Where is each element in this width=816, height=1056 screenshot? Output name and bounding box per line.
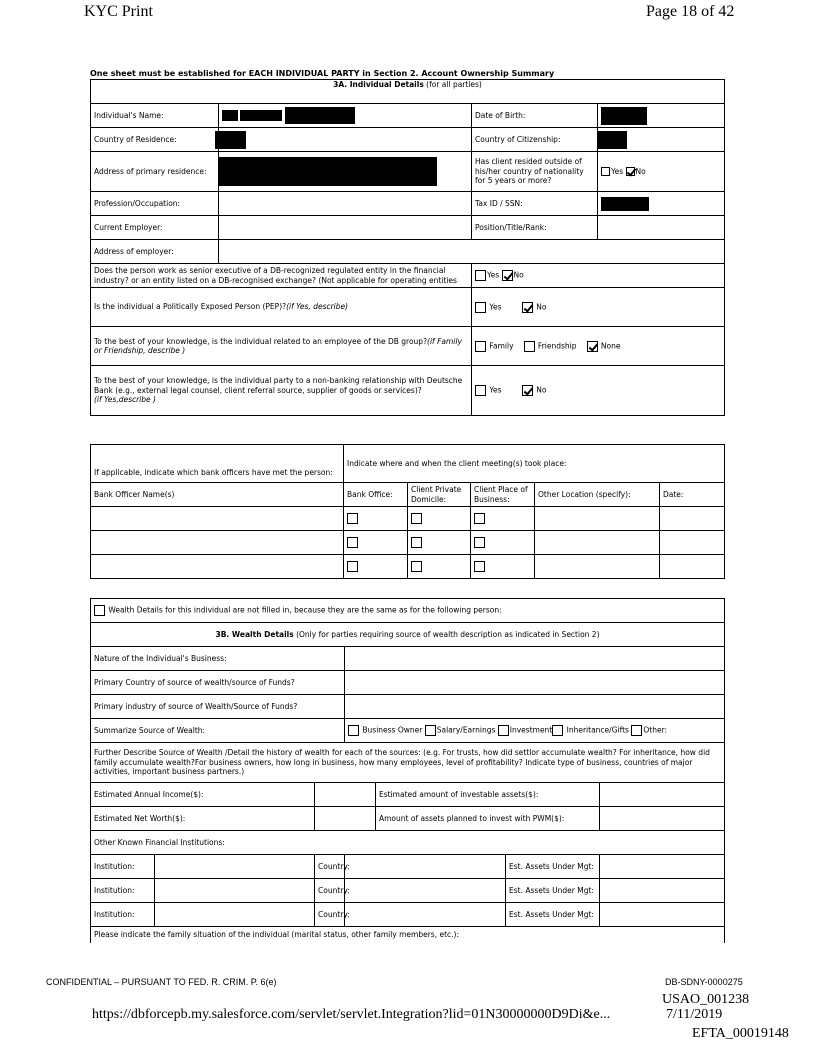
checkbox-icon[interactable] — [475, 270, 486, 281]
net-worth-label: Estimated Net Worth($): — [91, 807, 315, 831]
resided-options: Yes No — [598, 152, 725, 192]
checkbox-icon[interactable] — [411, 561, 422, 572]
name-value — [219, 104, 472, 128]
checkbox-icon[interactable] — [475, 385, 486, 396]
checkbox-icon[interactable] — [475, 341, 486, 352]
section-note: One sheet must be established for EACH INDIVIDUAL PARTY in Section 2. Account Ownership Summary — [90, 69, 555, 78]
address-value — [219, 152, 472, 192]
print-date: 7/11/2019 — [666, 1007, 723, 1022]
position-value — [598, 216, 725, 240]
further-describe: Further Describe Source of Wealth /Detail the history of wealth for each of the sources: (e.g. For trusts, how did settlor accumulate wealth? For inheritance, how did family accumulate wealth?For business owners, how long in business, how many employees, level of profitability? Indicate type of business, countries of major activities, important business partners.) — [91, 743, 725, 783]
position-label: Position/Title/Rank: — [472, 216, 598, 240]
name-label: Individual's Name: — [91, 104, 219, 128]
taxid-label: Tax ID / SSN: — [472, 192, 598, 216]
related-options: Family Friendship None — [472, 327, 725, 366]
senior-exec-options: Yes No — [472, 264, 725, 288]
nature-label: Nature of the Individual's Business: — [91, 647, 345, 671]
section-3b-title: 3B. Wealth Details (Only for parties requiring source of wealth description as indicated in Section 2) — [91, 623, 725, 647]
client-business-header: Client Place of Business: — [471, 483, 535, 507]
officer-names-header: Bank Officer Name(s) — [91, 483, 344, 507]
header-title: KYC Print — [84, 3, 153, 20]
citizenship-value — [598, 128, 725, 152]
checkbox-icon[interactable] — [601, 167, 610, 176]
usao-number: USAO_001238 — [662, 992, 750, 1007]
residence-value — [219, 128, 472, 152]
checkbox-icon[interactable] — [552, 725, 563, 736]
individual-details-table — [90, 79, 725, 416]
primary-industry-label: Primary industry of source of Wealth/Source of Funds? — [91, 695, 345, 719]
confidential-notice: CONFIDENTIAL – PURSUANT TO FED. R. CRIM. P. 6(e) — [46, 977, 277, 987]
institution-row: Institution: Country: Est. Assets Under Mgt: — [91, 855, 725, 879]
checked-checkbox-icon[interactable] — [626, 167, 635, 176]
wealth-same-as: Wealth Details for this individual are not filled in, because they are the same as for the following person: — [91, 599, 725, 623]
checkbox-icon[interactable] — [474, 513, 485, 524]
family-situation-label: Please indicate the family situation of the individual (marital status, other family members, etc.): — [91, 927, 725, 943]
other-location-header: Other Location (specify): — [535, 483, 660, 507]
planned-label: Amount of assets planned to invest with PWM($): — [376, 807, 600, 831]
other-institutions-label: Other Known Financial Institutions: — [91, 831, 725, 855]
checkbox-icon[interactable] — [631, 725, 642, 736]
nonbank-question: To the best of your knowledge, is the individual party to a non-banking relationship with Deutsche Bank (e.g., external legal counsel, client referral source, supplier of goods or services)? (if Yes,describe ) — [91, 366, 472, 416]
meeting-table — [90, 444, 725, 579]
profession-label: Profession/Occupation: — [91, 192, 219, 216]
checkbox-icon[interactable] — [347, 537, 358, 548]
bank-office-header: Bank Office: — [344, 483, 408, 507]
primary-country-label: Primary Country of source of wealth/source of Funds? — [91, 671, 345, 695]
date-header: Date: — [660, 483, 725, 507]
checkbox-icon[interactable] — [498, 725, 509, 736]
senior-exec-question: Does the person work as senior executive of a DB-recognized regulated entity in the financial industry? or an entity listed on a DB-recognised exchange? (Not applicable for operating entities — [91, 264, 472, 288]
checkbox-icon[interactable] — [94, 605, 105, 616]
employer-address-label: Address of employer: — [91, 240, 219, 264]
nonbank-options: Yes No — [472, 366, 725, 416]
citizenship-label: Country of Citizenship: — [472, 128, 598, 152]
meeting-row — [91, 531, 725, 555]
pep-options: Yes No — [472, 288, 725, 327]
meeting-row — [91, 555, 725, 579]
address-label: Address of primary residence: — [91, 152, 219, 192]
pep-question: Is the individual a Politically Exposed Person (PEP)?(if Yes, describe) — [91, 288, 472, 327]
officers-label: If applicable, indicate which bank officers have met the person: — [91, 445, 344, 483]
checkbox-icon[interactable] — [348, 725, 359, 736]
source-url: https://dbforcepb.my.salesforce.com/servlet/servlet.Integration?lid=01N30000000D9Di&e... — [92, 1007, 611, 1022]
client-private-header: Client Private Domicile: — [408, 483, 471, 507]
meeting-where-label: Indicate where and when the client meeting(s) took place: — [344, 445, 725, 483]
efta-number: EFTA_00019148 — [692, 1026, 789, 1041]
dob-value — [598, 104, 725, 128]
checked-checkbox-icon[interactable] — [502, 270, 513, 281]
employer-address-value — [219, 240, 725, 264]
residence-label: Country of Residence: — [91, 128, 219, 152]
checkbox-icon[interactable] — [425, 725, 436, 736]
institution-row: Institution: Country: Est. Assets Under Mgt: — [91, 903, 725, 927]
checkbox-icon[interactable] — [411, 537, 422, 548]
bates-number: DB-SDNY-0000275 — [665, 977, 743, 987]
checked-checkbox-icon[interactable] — [522, 302, 533, 313]
section-3a-title: 3A. Individual Details (for all parties) — [91, 80, 725, 104]
institution-row: Institution: Country: Est. Assets Under Mgt: — [91, 879, 725, 903]
checkbox-icon[interactable] — [474, 561, 485, 572]
page-number: Page 18 of 42 — [646, 3, 735, 20]
checked-checkbox-icon[interactable] — [587, 341, 598, 352]
related-question: To the best of your knowledge, is the individual related to an employee of the DB group?(if Family or Friendship, describe ) — [91, 327, 472, 366]
meeting-row — [91, 507, 725, 531]
checkbox-icon[interactable] — [347, 561, 358, 572]
checked-checkbox-icon[interactable] — [522, 385, 533, 396]
wealth-details-table — [90, 598, 725, 943]
employer-value — [219, 216, 472, 240]
checkbox-icon[interactable] — [474, 537, 485, 548]
annual-income-label: Estimated Annual Income($): — [91, 783, 315, 807]
resided-label: Has client resided outside of his/her country of nationality for 5 years or more? — [472, 152, 598, 192]
summarize-label: Summarize Source of Wealth: — [91, 719, 345, 743]
checkbox-icon[interactable] — [524, 341, 535, 352]
profession-value — [219, 192, 472, 216]
employer-label: Current Employer: — [91, 216, 219, 240]
taxid-value — [598, 192, 725, 216]
investable-label: Estimated amount of investable assets($): — [376, 783, 600, 807]
dob-label: Date of Birth: — [472, 104, 598, 128]
summarize-options: Business Owner Salary/Earnings Investment Inheritance/Gifts Other: — [345, 719, 725, 743]
checkbox-icon[interactable] — [411, 513, 422, 524]
checkbox-icon[interactable] — [475, 302, 486, 313]
checkbox-icon[interactable] — [347, 513, 358, 524]
